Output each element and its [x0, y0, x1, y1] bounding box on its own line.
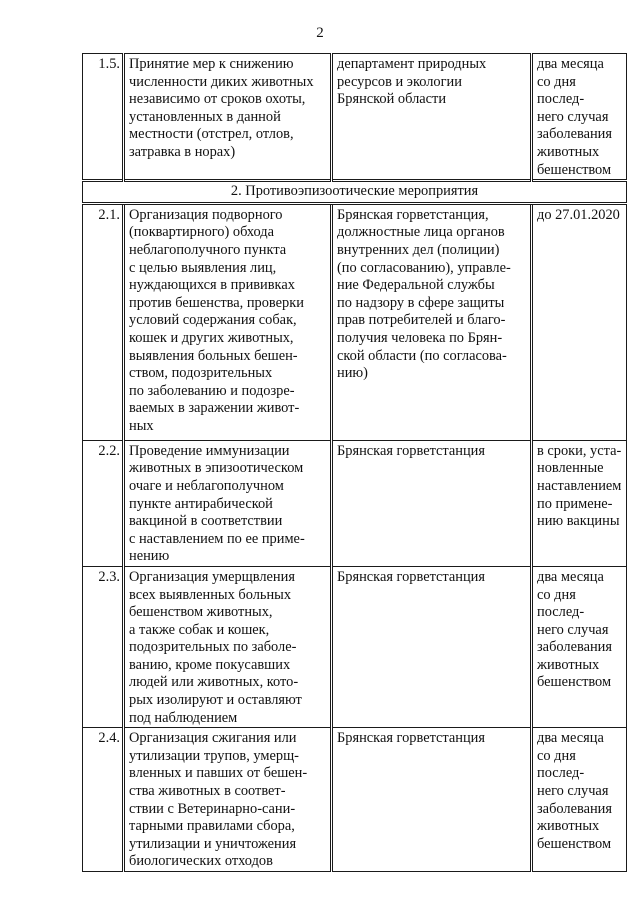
item-number: 1.5.: [83, 54, 124, 181]
measure-text: Организация умерщвления всех выявленных больных бешенством животных, а также собак и кошек, подозрительных по заболе- ванию, кроме покусавших людей или животных, кото- рых изолируют и оставляют под наблюдением: [124, 566, 332, 727]
measure-text: Организация подворного (поквартирного) обхода неблагополучного пункта с целью выявления лиц, нуждающихся в прививках против бешенства, проверки условий содержания собак, кошек и других животных, выявления больных бешен- ством, подозрительных по заболеванию и подозре- ваемых в заражении живот- ных: [124, 203, 332, 440]
responsible-text: Брянская горветстанция: [332, 566, 532, 727]
responsible-text: Брянская горветстанция: [332, 440, 532, 566]
deadline-text: до 27.01.2020: [532, 203, 627, 440]
item-number: 2.3.: [83, 566, 124, 727]
item-number: 2.2.: [83, 440, 124, 566]
deadline-text: два месяца со дня послед- него случая заболевания животных бешенством: [532, 54, 627, 181]
responsible-text: департамент природных ресурсов и экологии Брянской области: [332, 54, 532, 181]
deadline-text: два месяца со дня послед- него случая заболевания животных бешенством: [532, 728, 627, 872]
item-number: 2.4.: [83, 728, 124, 872]
table-row: [83, 728, 627, 872]
measure-text: Проведение иммунизации животных в эпизоотическом очаге и неблагополучном пункте антирабической вакциной в соответствии с наставлением по ее приме- нению: [124, 440, 332, 566]
table-row: [83, 566, 627, 727]
responsible-text: Брянская горветстанция, должностные лица органов внутренних дел (полиции) (по согласованию), управле- ние Федеральной службы по надзору в сфере защиты прав потребителей и благо- получия человека по Брян- ской области (по согласова- нию): [332, 203, 532, 440]
responsible-text: Брянская горветстанция: [332, 728, 532, 872]
deadline-text: в сроки, уста- новленные наставлением по примене- нию вакцины: [532, 440, 627, 566]
measures-table: [82, 53, 627, 872]
deadline-text: два месяца со дня послед- него случая заболевания животных бешенством: [532, 566, 627, 727]
page-number: 2: [316, 25, 324, 41]
measure-text: Принятие мер к снижению численности диких животных независимо от сроков охоты, установленных в данной местности (отстрел, отлов, затравка в норах): [124, 54, 332, 181]
table-row: [83, 440, 627, 566]
measure-text: Организация сжигания или утилизации трупов, умерщ- вленных и павших от бешен- ства животных в соответ- ствии с Ветеринарно-сани- тарными правилами сбора, утилизации и уничтожения биологических отходов: [124, 728, 332, 872]
section-header-row: [83, 181, 627, 204]
section-title: 2. Противоэпизоотические мероприятия: [83, 181, 627, 204]
table-row: [83, 203, 627, 440]
item-number: 2.1.: [83, 203, 124, 440]
table-row: [83, 54, 627, 181]
